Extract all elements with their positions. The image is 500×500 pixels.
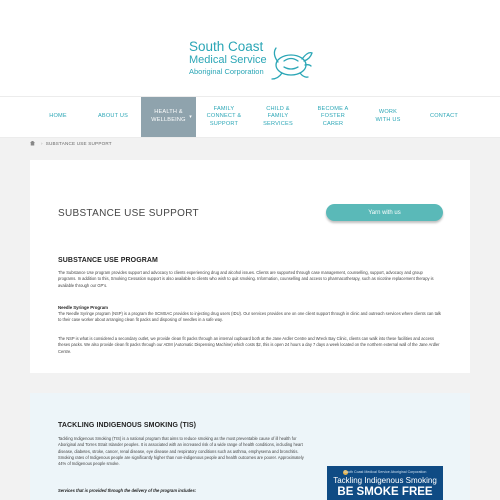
nav-item-label: HEALTH & WELLBEING [151,109,186,123]
section-heading-tis: TACKLING INDIGENOUS SMOKING (TIS) [58,422,197,429]
chevron-down-icon: ▾ [189,114,192,120]
nsp-paragraph-2: The NSP is what is considered a secondary outlet, we provide clean fit packs through an internal cupboard both at the Jane Ardler Centre and Wreck Bay Clinic, clients can walk into these facilities and access theses packs. We also provide clean fit packs through our ADM (Automatic Dispensing Machine) which costs $2, this is open 24 hours a day 7 days a week located on the northern external wall of the Jane Ardler Centre. [58,336,440,354]
breadcrumb [30,136,470,150]
nav-item-label: WORK WITH US [375,109,401,123]
nav-item-label: BECOME A FOSTER CARER [317,105,349,127]
breadcrumb-current: SUBSTANCE USE SUPPORT [45,140,112,146]
breadcrumb-separator: › [41,140,43,146]
site-logo[interactable] [189,40,267,75]
turtle-logo-icon [264,45,314,83]
nav-item-child-family[interactable] [256,97,300,137]
main-navigation [0,96,500,138]
page-title: SUBSTANCE USE SUPPORT [58,208,199,219]
nav-item-label: HOME [49,113,67,120]
nav-item-label: CHILD & FAMILY SERVICES [263,105,293,127]
logo-line-1: South Coast [189,39,264,54]
nav-item-label: CONTACT [429,113,459,120]
nav-item-label: ABOUT US [97,113,129,120]
nav-item-health-wellbeing[interactable] [141,97,196,137]
yarn-with-us-button[interactable]: Yarn with us [326,204,443,221]
tis-services-intro: Services that is provided through the delivery of the program includes: [58,488,197,493]
nsp-paragraph-1: The Needle Syringe program (NSP) is a program the SCMSAC provides to injecting drug users (IDU). Our services provides one on one client support through in clinic and outreach services where clients can talk to their case worker about arranging clean fit packs and disposing of needles in a safe way. [58,311,441,323]
poster-organisation: South Coast Medical Service Aboriginal Corporation [343,470,427,474]
logo-line-2: Medical Service [189,53,267,66]
nav-item-foster-carer[interactable] [311,97,355,137]
nav-item-label: FAMILY CONNECT & SUPPORT [206,105,242,127]
be-smoke-free-poster [327,466,443,500]
nav-item-home[interactable] [44,97,72,137]
poster-slogan: BE SMOKE FREE [337,486,433,498]
poster-tagline: Tackling Indigenous Smoking [333,476,437,485]
site-header [0,0,500,96]
nav-item-about-us[interactable] [93,97,133,137]
logo-line-3: Aboriginal Corporation [189,66,264,76]
tis-paragraph: Tackling Indigenous Smoking (TIS) is a national program that aims to reduce smoking as the most preventable cause of ill health for Aboriginal and Torres Strait Islander peoples. It is associated with an increased risk of a wide range of health conditions, including heart disease, diabetes, stroke, cancer, renal disease, eye disease and respiratory conditions such as asthma, emphysema and bronchitis. Smoking rates of Indigenous people are significantly higher than non-indigenous people and health outcomes are poorer. Approximately 44% of Indigenous people smoke. [58,436,304,467]
nav-item-contact[interactable] [424,97,464,137]
substance-use-intro: The Substance Use program provides support and advocacy to clients experiencing drug and alcohol issues. Clients are supported through case management, counselling, support, advocacy and group programs. In addition to this, Smoking Cessation support is also available to clients who wish to quit smoking. Information, counselling and access to pharmacotherapy, such as nicotine replacement therapy is available through our GP's. [58,270,434,288]
nsp-heading: Needle Syringe Program [58,305,108,310]
section-heading-substance-use: SUBSTANCE USE PROGRAM [58,257,158,264]
nav-item-work-with-us[interactable] [364,97,412,137]
home-icon[interactable] [30,141,35,146]
nav-item-family-connect[interactable] [201,97,247,137]
